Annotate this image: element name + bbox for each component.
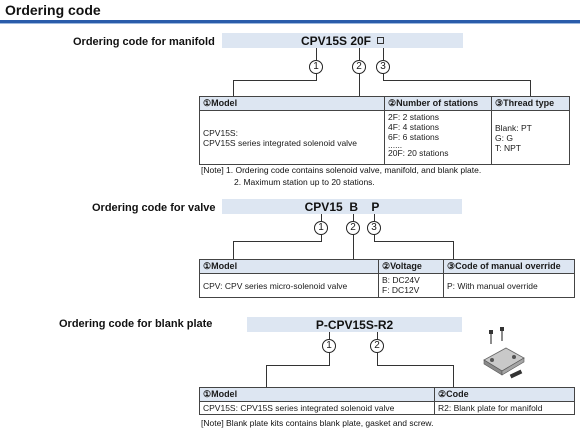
connector [266,365,330,366]
table-cell [385,111,492,165]
blank-plate-image [470,322,530,382]
table-cell [200,111,385,165]
connector [316,48,317,60]
table-cell: CPV15S: CPV15S series integrated solenoid valve [200,402,435,415]
station-option: 4F: 4 stations [388,122,440,132]
connector [321,214,322,221]
connector [530,80,531,96]
connector [233,241,322,242]
thread-option: Blank: PT [495,122,532,133]
station-option: 20F: 20 stations [388,148,449,158]
table-header: ①Model [200,388,435,402]
code-position-3: 3 [376,60,390,74]
table-header: ②Number of stations [385,97,492,111]
page-title: Ordering code [5,2,101,18]
connector [374,241,454,242]
connector [383,80,531,81]
connector [353,235,354,259]
connector [377,353,378,365]
connector [233,241,234,259]
connector [353,214,354,221]
title-underline-light [0,23,580,24]
connector [359,74,360,96]
blank-note: [Note] Blank plate kits contains blank plate, gasket and screw. [201,418,434,428]
connector [374,214,375,221]
thread-option: T: NPT [495,142,521,153]
blank-plate-table [199,387,575,415]
valve-section-label: Ordering code for valve [92,202,216,214]
manifold-code-bar [222,33,463,48]
code-position-1: 1 [314,221,328,235]
connector [377,365,454,366]
blank-code-bar [247,317,462,332]
connector [453,241,454,259]
table-cell [379,274,444,298]
thread-option: G: G [495,132,513,143]
station-option: ...... [388,140,403,150]
voltage-option: B: DC24V [382,275,420,285]
placeholder-box-icon [377,37,384,44]
connector [233,80,234,96]
manifold-code: CPV15S 20F [300,33,372,48]
connector [359,48,360,60]
connector [383,48,384,60]
manifold-section-label: Ordering code for manifold [73,36,215,48]
connector [329,353,330,365]
table-header: ③Thread type [492,97,570,111]
table-cell [492,111,570,165]
manifold-note-2: 2. Maximum station up to 20 stations. [234,177,375,187]
manifold-note-1: [Note] 1. Ordering code contains solenoid valve, manifold, and blank plate. [201,165,482,175]
table-header: ①Model [200,260,379,274]
code-position-2: 2 [352,60,366,74]
connector [329,332,330,339]
connector [233,80,317,81]
table-cell: CPV: CPV series micro-solenoid valve [200,274,379,298]
table-cell: R2: Blank plate for manifold [435,402,575,415]
code-position-2: 2 [370,339,384,353]
code-position-1: 1 [322,339,336,353]
connector [266,365,267,387]
model-line: CPV15S: [203,127,238,138]
valve-code-bar [222,199,462,214]
table-header: ②Voltage [379,260,444,274]
code-position-3: 3 [367,221,381,235]
code-position-2: 2 [346,221,360,235]
valve-table [199,259,575,298]
code-position-1: 1 [309,60,323,74]
voltage-option: F: DC12V [382,285,420,295]
table-header: ③Code of manual override [444,260,575,274]
table-header: ②Code [435,388,575,402]
station-option: 2F: 2 stations [388,112,440,122]
connector [453,365,454,387]
valve-code: CPV15 B P [304,199,380,214]
station-option: 6F: 6 stations [388,132,440,142]
blank-code: P-CPV15S-R2 [315,317,394,332]
blank-section-label: Ordering code for blank plate [59,318,213,330]
manifold-table [199,96,570,165]
connector [377,332,378,339]
model-line: CPV15S series integrated solenoid valve [203,137,358,148]
table-cell: P: With manual override [444,274,575,298]
table-header: ①Model [200,97,385,111]
